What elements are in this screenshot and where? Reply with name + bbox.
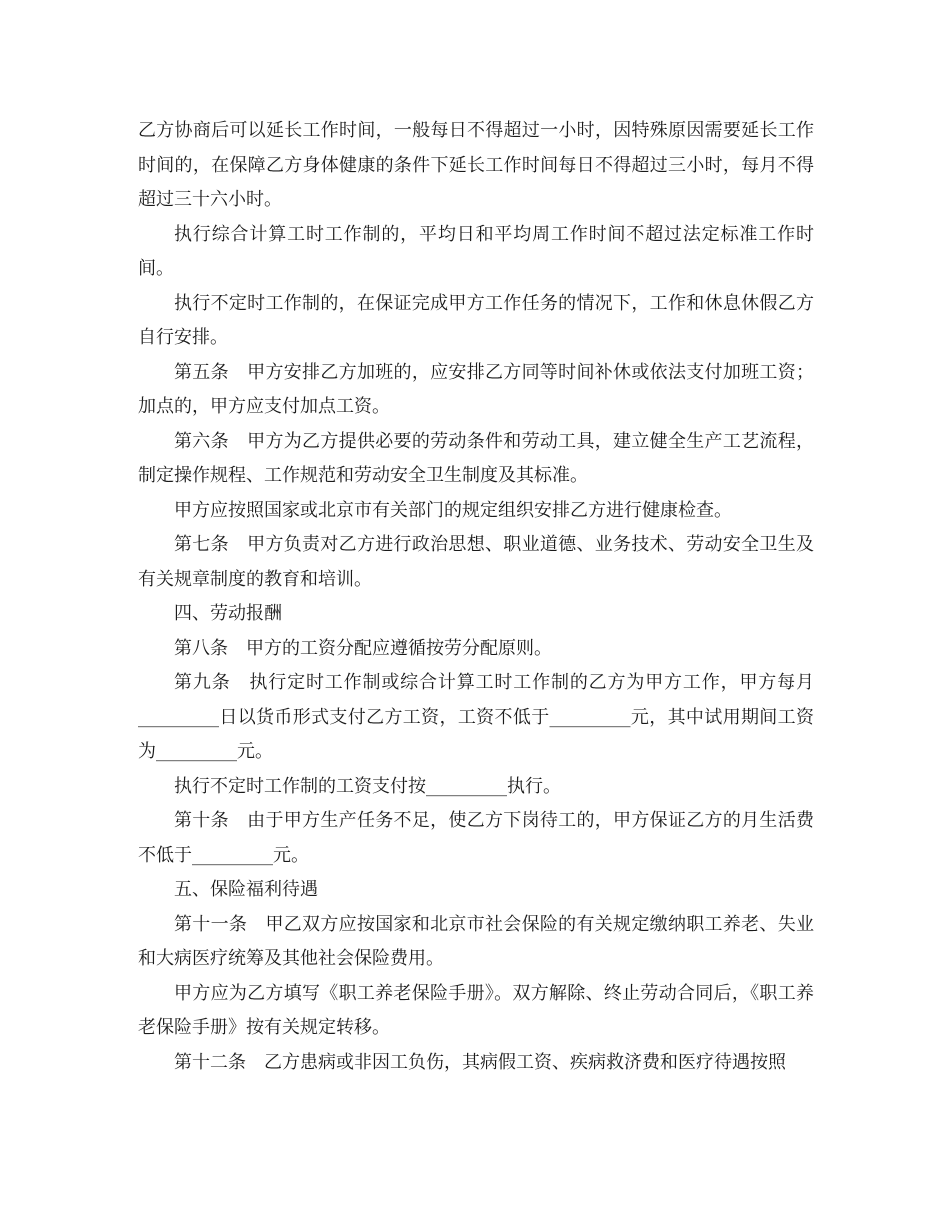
paragraph-irregular-pay: 执行不定时工作制的工资支付按_________执行。 — [174, 775, 561, 797]
article-11: 第十一条 甲乙双方应按国家和北京市社会保险的有关规定缴纳职工养老、失业和大病医疗统筹及其他社会保险费用。 — [138, 913, 814, 969]
article-5: 第五条 甲方安排乙方加班的，应安排乙方同等时间补休或依法支付加班工资；加点的，甲方应支付加点工资。 — [138, 361, 814, 417]
article-9: 第九条 执行定时工作制或综合计算工时工作制的乙方为甲方工作，甲方每月_________日以货币形式支付乙方工资，工资不低于_________元，其中试用期间工资为_________元。 — [138, 672, 814, 762]
article-7: 第七条 甲方负责对乙方进行政治思想、职业道德、业务技术、劳动安全卫生及有关规章制度的教育和培训。 — [138, 534, 814, 590]
paragraph-1: 乙方协商后可以延长工作时间，一般每日不得超过一小时，因特殊原因需要延长工作时间的，在保障乙方身体健康的条件下延长工作时间每日不得超过三小时，每月不得超过三十六小时。 — [138, 120, 814, 210]
paragraph-3: 执行不定时工作制的，在保证完成甲方工作任务的情况下，工作和休息休假乙方自行安排。 — [138, 292, 814, 348]
section-heading-4: 四、劳动报酬 — [174, 603, 282, 624]
document-body — [138, 114, 814, 1080]
paragraph-2: 执行综合计算工时工作制的，平均日和平均周工作时间不超过法定标准工作时间。 — [138, 223, 814, 279]
article-6: 第六条 甲方为乙方提供必要的劳动条件和劳动工具，建立健全生产工艺流程，制定操作规程、工作规范和劳动安全卫生制度及其标准。 — [138, 430, 814, 486]
section-heading-5: 五、保险福利待遇 — [174, 879, 318, 900]
article-10: 第十条 由于甲方生产任务不足，使乙方下岗待工的，甲方保证乙方的月生活费不低于_________元。 — [138, 810, 814, 866]
paragraph-health-check: 甲方应按照国家或北京市有关部门的规定组织安排乙方进行健康检查。 — [174, 499, 732, 521]
article-12: 第十二条 乙方患病或非因工负伤，其病假工资、疾病救济费和医疗待遇按照 — [174, 1051, 786, 1073]
article-8: 第八条 甲方的工资分配应遵循按劳分配原则。 — [174, 637, 552, 659]
paragraph-pension-handbook: 甲方应为乙方填写《职工养老保险手册》。双方解除、终止劳动合同后，《职工养老保险手册》按有关规定转移。 — [138, 982, 814, 1038]
